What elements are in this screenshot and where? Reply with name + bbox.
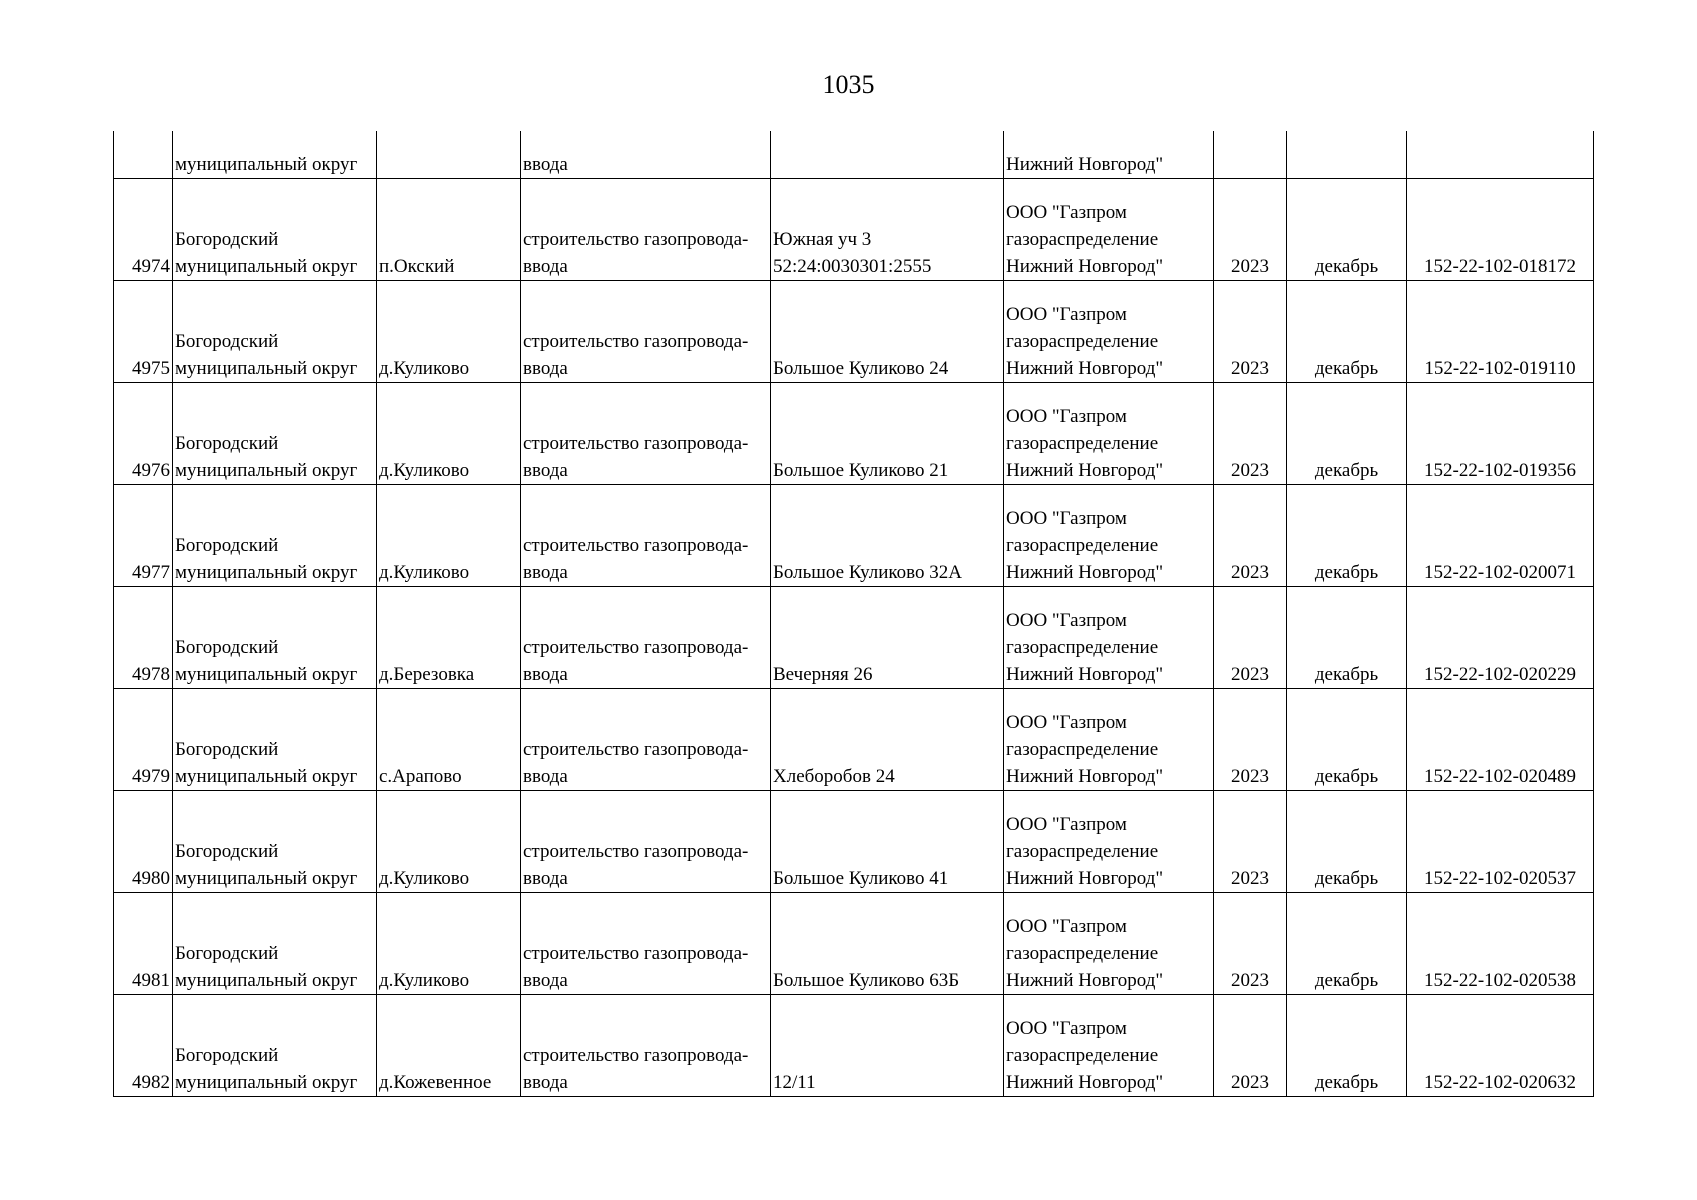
cell-month: декабрь <box>1287 179 1407 281</box>
cell-settlement: д.Куликово <box>377 791 521 893</box>
cell-num: 4976 <box>114 383 173 485</box>
cell-address: Большое Куликово 21 <box>771 383 1004 485</box>
cell-address: Большое Куликово 41 <box>771 791 1004 893</box>
cell-month: декабрь <box>1287 587 1407 689</box>
cell-settlement: д.Куликово <box>377 485 521 587</box>
cell-year: 2023 <box>1214 893 1287 995</box>
cell-year: 2023 <box>1214 995 1287 1097</box>
table-row <box>114 689 1594 791</box>
cell-code: 152-22-102-020632 <box>1407 995 1594 1097</box>
cell-settlement: п.Окский <box>377 179 521 281</box>
cell-year: 2023 <box>1214 791 1287 893</box>
cell-district: Богородский муниципальный округ <box>173 995 377 1097</box>
cell-org: ООО "Газпром газораспределение Нижний Новгород" <box>1004 587 1214 689</box>
cell-code: 152-22-102-020538 <box>1407 893 1594 995</box>
table-row-continued <box>114 131 1594 179</box>
cell-year: 2023 <box>1214 281 1287 383</box>
page-number: 1035 <box>822 70 875 99</box>
cell-work: ввода <box>521 131 771 179</box>
cell-work: строительство газопровода- ввода <box>521 689 771 791</box>
table-row <box>114 587 1594 689</box>
cell-month: декабрь <box>1287 689 1407 791</box>
cell-code: 152-22-102-018172 <box>1407 179 1594 281</box>
cell-work: строительство газопровода- ввода <box>521 485 771 587</box>
cell-org: ООО "Газпром газораспределение Нижний Новгород" <box>1004 893 1214 995</box>
cell-settlement: д.Куликово <box>377 383 521 485</box>
cell-code: 152-22-102-019110 <box>1407 281 1594 383</box>
cell-org: ООО "Газпром газораспределение Нижний Новгород" <box>1004 689 1214 791</box>
table-row <box>114 179 1594 281</box>
cell-address: Большое Куликово 24 <box>771 281 1004 383</box>
cell-work: строительство газопровода- ввода <box>521 791 771 893</box>
cell-year: 2023 <box>1214 689 1287 791</box>
cell-address: 12/11 <box>771 995 1004 1097</box>
cell-district: Богородский муниципальный округ <box>173 791 377 893</box>
cell-org: Нижний Новгород" <box>1004 131 1214 179</box>
table-row <box>114 791 1594 893</box>
cell-org: ООО "Газпром газораспределение Нижний Новгород" <box>1004 485 1214 587</box>
cell-num: 4974 <box>114 179 173 281</box>
cell-work: строительство газопровода- ввода <box>521 893 771 995</box>
cell-code: 152-22-102-020071 <box>1407 485 1594 587</box>
cell-org: ООО "Газпром газораспределение Нижний Новгород" <box>1004 383 1214 485</box>
cell-district: Богородский муниципальный округ <box>173 689 377 791</box>
cell-num: 4981 <box>114 893 173 995</box>
cell-settlement <box>377 131 521 179</box>
cell-month: декабрь <box>1287 281 1407 383</box>
cell-address: Большое Куликово 63Б <box>771 893 1004 995</box>
cell-num: 4979 <box>114 689 173 791</box>
cell-district: Богородский муниципальный округ <box>173 587 377 689</box>
cell-settlement: д.Куликово <box>377 893 521 995</box>
cell-work: строительство газопровода- ввода <box>521 995 771 1097</box>
cell-num: 4975 <box>114 281 173 383</box>
cell-district: муниципальный округ <box>173 131 377 179</box>
cell-address: Южная уч 3 52:24:0030301:2555 <box>771 179 1004 281</box>
cell-year <box>1214 131 1287 179</box>
cell-month: декабрь <box>1287 383 1407 485</box>
cell-month <box>1287 131 1407 179</box>
cell-district: Богородский муниципальный округ <box>173 383 377 485</box>
cell-month: декабрь <box>1287 995 1407 1097</box>
cell-code: 152-22-102-020229 <box>1407 587 1594 689</box>
cell-address: Вечерняя 26 <box>771 587 1004 689</box>
cell-code: 152-22-102-020537 <box>1407 791 1594 893</box>
cell-org: ООО "Газпром газораспределение Нижний Новгород" <box>1004 995 1214 1097</box>
table-row <box>114 281 1594 383</box>
cell-work: строительство газопровода- ввода <box>521 383 771 485</box>
cell-year: 2023 <box>1214 179 1287 281</box>
cell-settlement: с.Арапово <box>377 689 521 791</box>
cell-settlement: д.Кожевенное <box>377 995 521 1097</box>
cell-settlement: д.Березовка <box>377 587 521 689</box>
cell-district: Богородский муниципальный округ <box>173 893 377 995</box>
cell-year: 2023 <box>1214 485 1287 587</box>
cell-month: декабрь <box>1287 893 1407 995</box>
cell-code: 152-22-102-020489 <box>1407 689 1594 791</box>
cell-num: 4978 <box>114 587 173 689</box>
cell-org: ООО "Газпром газораспределение Нижний Новгород" <box>1004 179 1214 281</box>
cell-work: строительство газопровода- ввода <box>521 281 771 383</box>
table-row <box>114 995 1594 1097</box>
cell-org: ООО "Газпром газораспределение Нижний Новгород" <box>1004 281 1214 383</box>
cell-address: Большое Куликово 32А <box>771 485 1004 587</box>
cell-district: Богородский муниципальный округ <box>173 485 377 587</box>
cell-year: 2023 <box>1214 383 1287 485</box>
cell-code <box>1407 131 1594 179</box>
cell-num: 4982 <box>114 995 173 1097</box>
table-row <box>114 893 1594 995</box>
cell-month: декабрь <box>1287 485 1407 587</box>
cell-year: 2023 <box>1214 587 1287 689</box>
cell-code: 152-22-102-019356 <box>1407 383 1594 485</box>
cell-work: строительство газопровода- ввода <box>521 179 771 281</box>
registry-table <box>113 131 1594 1097</box>
cell-work: строительство газопровода- ввода <box>521 587 771 689</box>
table-row <box>114 485 1594 587</box>
table-row <box>114 383 1594 485</box>
cell-num: 4980 <box>114 791 173 893</box>
cell-settlement: д.Куликово <box>377 281 521 383</box>
cell-district: Богородский муниципальный округ <box>173 179 377 281</box>
cell-num <box>114 131 173 179</box>
cell-address: Хлеборобов 24 <box>771 689 1004 791</box>
cell-address <box>771 131 1004 179</box>
cell-org: ООО "Газпром газораспределение Нижний Новгород" <box>1004 791 1214 893</box>
cell-district: Богородский муниципальный округ <box>173 281 377 383</box>
cell-num: 4977 <box>114 485 173 587</box>
cell-month: декабрь <box>1287 791 1407 893</box>
